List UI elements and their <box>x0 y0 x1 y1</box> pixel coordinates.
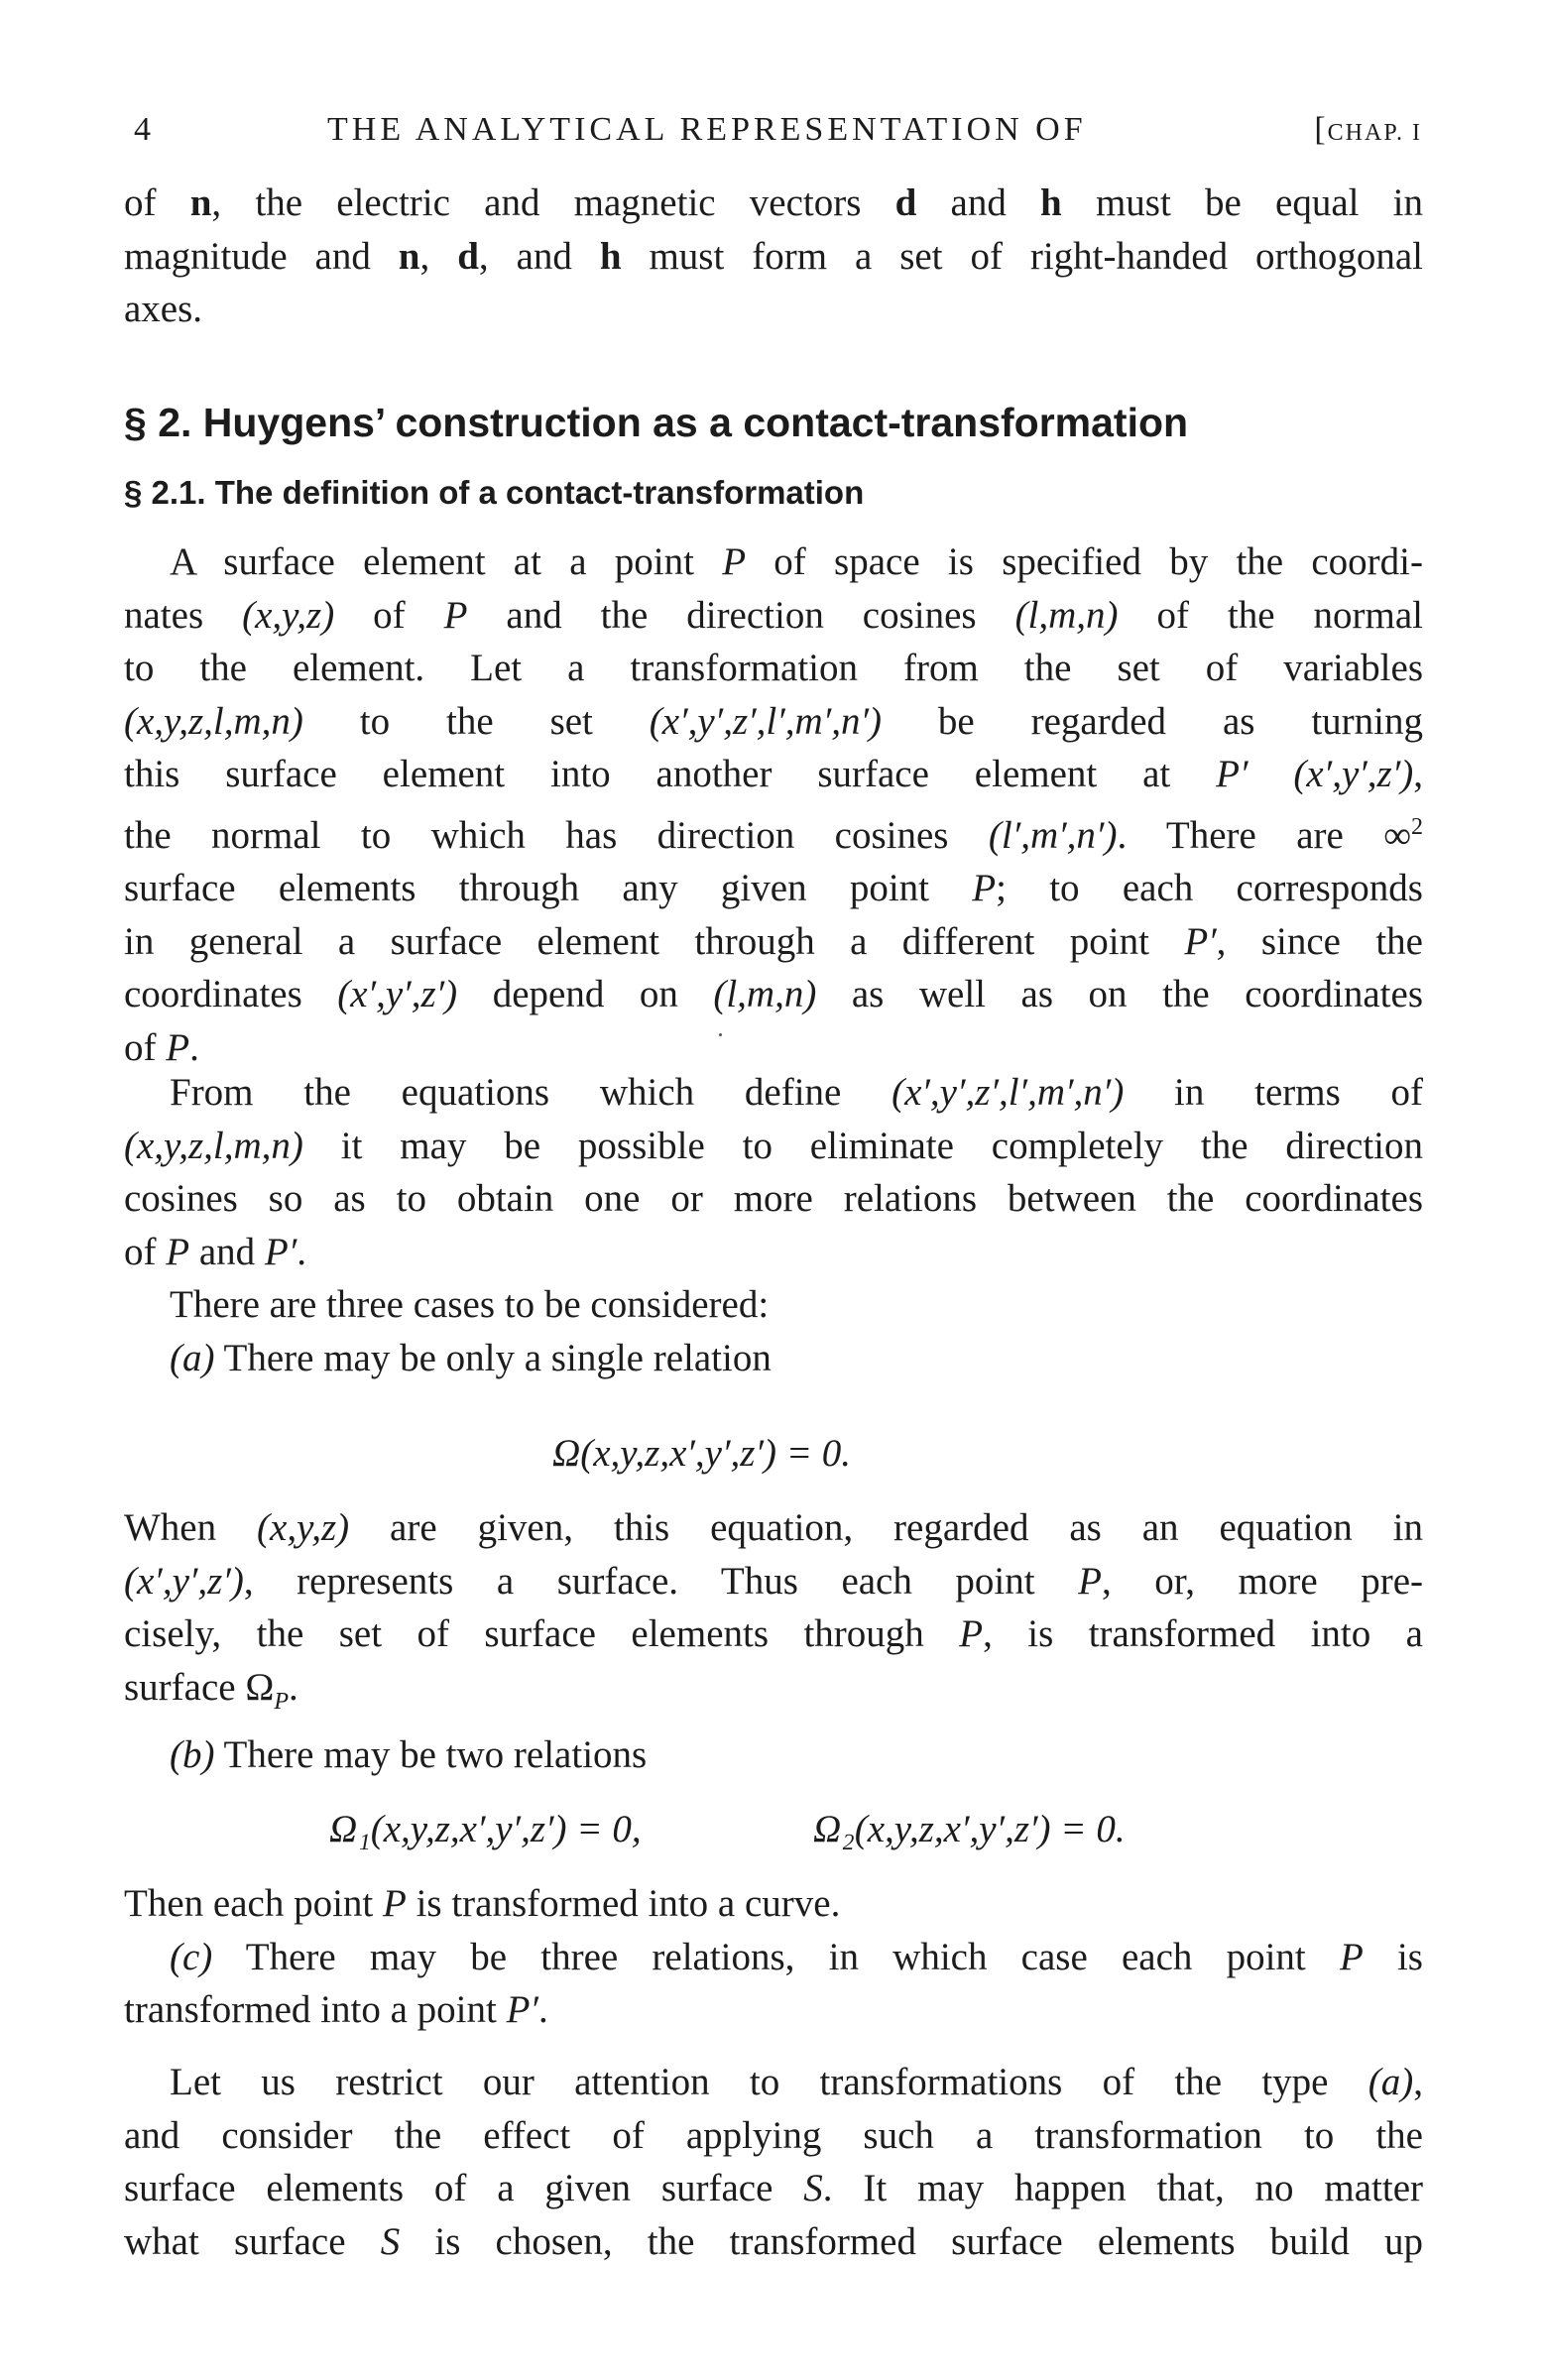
paragraph-2: From the equations which define (x′,y′,z′,l′,m′,n′) in terms of (x,y,z,l,m,n) it may be possible to eliminate completely the direction cosines so as to obtain one or more relations between the coordinates of P and P′. <box>124 1071 1424 1273</box>
equation-omega-2: Ω₂(x,y,z,x′,y′,z′) = 0. <box>813 1808 1126 1850</box>
equation-omega-1: Ω₁(x,y,z,x′,y′,z′) = 0, <box>329 1808 642 1850</box>
paragraph-1: A surface element at a point P of space is specified by the coordi- nates (x,y,z) of P and the direction cosines (l,m,n) of the normal to the element. Let a transformation from the set of variables (x,y,z,l,m,n) to the set (x′,y′,z′,l′,m′,n′) be regarded as turning this surface element into another surface element at P′ (x′,y′,z′), the normal to which has direction cosines (l′,m′,n′). There are ∞$^2$ surface elements through any given point P; to each corresponds in general a surface element through a different point P′, since the coordinates (x′,y′,z′) depend on (l,m,n) as well as on the coordinates of P. <box>124 540 1424 1069</box>
subsection-heading: § 2.1. The definition of a contact-transformation <box>124 474 865 511</box>
running-header <box>124 111 1422 155</box>
paragraph-5: Then each point P is transformed into a curve. (c) There may be three relations, in which case each point P is transformed into a point P′. <box>124 1882 1423 2031</box>
page-number: 4 <box>134 111 155 148</box>
intro-paragraph: of n, the electric and magnetic vectors d and h must be equal in magnitude and n, d, and h must form a set of right-handed orthogonal axes. <box>124 181 1424 330</box>
paragraph-4: When (x,y,z) are given, this equation, regarded as an equation in (x′,y′,z′), represents a surface. Thus each point P, or, more pre- cisely, the set of surface elements through P, is transformed into a surface $\Omega_P$. (b) There may be two relations <box>124 1506 1423 1776</box>
chapter-label: [CHAP. I <box>1314 111 1422 148</box>
paragraph-3: There are three cases to be considered: (a) There may be only a single relation <box>170 1283 772 1379</box>
running-title: THE ANALYTICAL REPRESENTATION OF <box>327 111 1087 148</box>
paragraph-6: Let us restrict our attention to transformations of the type (a), and consider the effect of applying such a transformation to the surface elements of a given surface S. It may happen that, no matter what surface S is chosen, the transformed surface elements build up <box>124 2061 1423 2263</box>
print-speck <box>719 1033 722 1036</box>
section-heading: § 2. Huygens’ construction as a contact-transformation <box>124 400 1189 445</box>
equation-omega: Ω(x,y,z,x′,y′,z′) = 0. <box>552 1432 852 1475</box>
